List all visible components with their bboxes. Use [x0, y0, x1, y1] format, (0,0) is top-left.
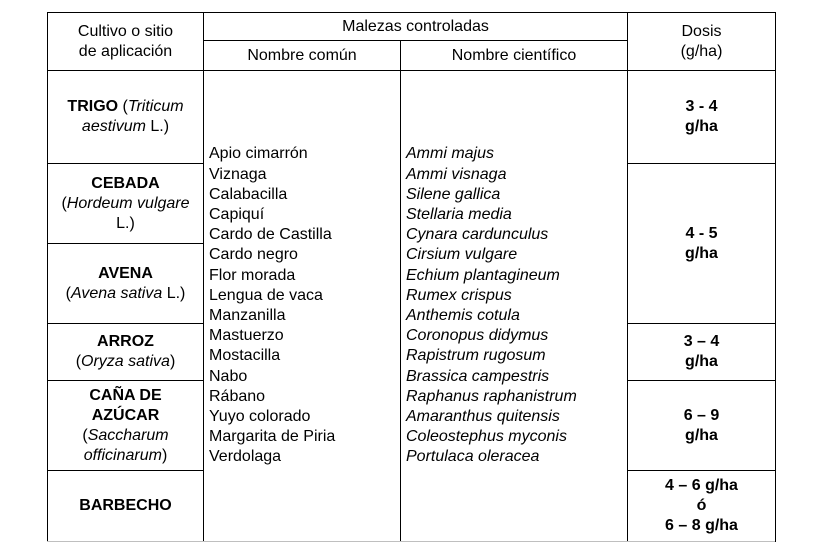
crop-cell-barbecho — [48, 471, 204, 542]
header-dose-column — [628, 13, 776, 71]
scientific-name-item: Echium plantagineum — [406, 266, 560, 284]
crop-name: ARROZ — [97, 333, 154, 350]
header-scientific-name: Nombre científico — [401, 41, 628, 71]
scientific-name-item: Ammi majus — [406, 145, 495, 163]
dose-unit: g/ha — [685, 118, 718, 135]
crop-scientific-name: Oryza sativa — [81, 353, 170, 370]
crop-scientific-name: Saccharum — [87, 426, 169, 444]
dose-unit: g/ha — [685, 426, 718, 444]
crop-cell-cebada: CEBADA (Hordeum vulgare L.) — [48, 164, 204, 244]
common-name-item: Manzanilla — [209, 307, 286, 324]
dose-value: 6 – 8 g/ha — [665, 517, 738, 535]
scientific-name-item: Rumex crispus — [406, 286, 512, 304]
dose-cell-cebada-avena — [628, 164, 776, 324]
crop-scientific-name: aestivum — [81, 118, 146, 135]
dose-cell-arroz — [628, 324, 776, 381]
scientific-name-item: Anthemis cotula — [406, 307, 520, 324]
dose-cell-barbecho — [628, 471, 776, 542]
crop-scientific-name: Avena sativa — [70, 284, 163, 302]
header-dose-line1: Dosis — [681, 22, 722, 40]
crop-name: BARBECHO — [79, 497, 172, 515]
header-common-name: Nombre común — [204, 41, 401, 71]
header-dose-line2: (g/ha) — [680, 42, 723, 60]
crop-cell-trigo: TRIGO (Triticum aestivum L.) — [48, 71, 204, 164]
header-crop-line1: Cultivo o sitio — [77, 22, 174, 40]
common-name-item: Cardo de Castilla — [209, 226, 332, 244]
common-name-item: Cardo negro — [209, 246, 298, 264]
crop-scientific-name: Triticum — [127, 98, 184, 115]
crop-cell-avena: AVENA (Avena sativa L.) — [48, 244, 204, 324]
scientific-name-item: Brassica campestris — [406, 367, 550, 385]
scientific-name-item: Cirsium vulgare — [406, 246, 518, 264]
common-name-item: Margarita de Piria — [209, 428, 336, 446]
crop-cell-cana-de-azucar: CAÑA DE AZÚCAR (Saccharum officinarum) — [48, 381, 204, 471]
scientific-name-item: Cynara cardunculus — [406, 226, 549, 244]
crop-scientific-name: Hordeum vulgare — [66, 194, 190, 212]
dose-cell-cana-de-azucar — [628, 381, 776, 471]
scientific-name-item: Ammi visnaga — [406, 165, 507, 183]
crop-scientific-name: officinarum — [83, 446, 162, 464]
scientific-name-item: Portulaca oleracea — [406, 448, 540, 466]
header-weeds-group: Malezas controladas — [204, 13, 628, 41]
scientific-name-item: Rapistrum rugosum — [406, 347, 546, 365]
common-name-item: Yuyo colorado — [209, 408, 311, 426]
dose-unit: g/ha — [685, 244, 718, 262]
dose-value: 6 – 9 — [683, 406, 720, 424]
dose-value: 3 - 4 — [685, 98, 718, 115]
crop-name: CAÑA DE — [89, 386, 162, 404]
header-crop-column — [48, 13, 204, 71]
dose-value: 4 – 6 g/ha — [665, 477, 738, 495]
scientific-name-item: Raphanus raphanistrum — [406, 387, 577, 405]
crop-name: TRIGO — [67, 98, 119, 115]
scientific-name-item: Coleostephus myconis — [406, 428, 567, 446]
herbicide-dose-table — [47, 12, 776, 542]
scientific-name-item: Stellaria media — [406, 205, 512, 223]
dose-unit: g/ha — [685, 353, 718, 370]
scientific-names-cell — [401, 71, 628, 542]
common-name-item: Mastuerzo — [209, 327, 284, 345]
dose-value: 4 - 5 — [685, 224, 718, 242]
crop-name: AVENA — [98, 264, 153, 282]
crop-name: CEBADA — [91, 174, 160, 192]
crop-name: AZÚCAR — [91, 406, 160, 424]
crop-cell-arroz: ARROZ (Oryza sativa) — [48, 324, 204, 381]
common-name-item: Rábano — [209, 387, 266, 405]
table-bottom-rule — [47, 541, 775, 542]
common-name-item: Calabacilla — [209, 185, 288, 203]
dose-value: 3 – 4 — [683, 333, 720, 350]
dose-cell-trigo — [628, 71, 776, 164]
common-name-item: Capiquí — [209, 205, 265, 223]
header-crop-line2: de aplicación — [78, 42, 173, 60]
common-name-item: Nabo — [209, 367, 248, 385]
common-name-item: Verdolaga — [209, 448, 282, 466]
common-names-cell — [204, 71, 401, 542]
scientific-name-item: Coronopus didymus — [406, 327, 549, 345]
common-name-item: Viznaga — [209, 165, 267, 183]
scientific-name-item: Amaranthus quitensis — [406, 408, 560, 426]
common-name-item: Mostacilla — [209, 347, 281, 365]
common-name-item: Lengua de vaca — [209, 286, 323, 304]
scientific-name-item: Silene gallica — [406, 185, 501, 203]
common-name-item: Flor morada — [209, 266, 296, 284]
dose-separator: ó — [696, 497, 707, 515]
common-name-item: Apio cimarrón — [209, 145, 308, 163]
